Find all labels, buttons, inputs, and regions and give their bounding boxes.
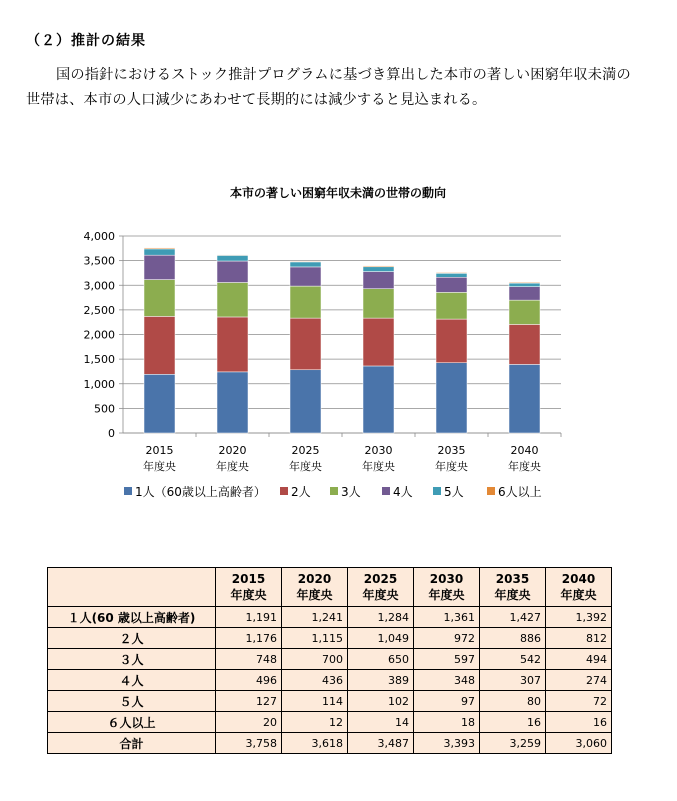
table-row-label: １人(60 歳以上高齢者) — [48, 607, 216, 628]
x-tick-sublabel: 年度央 — [216, 460, 249, 473]
bar-segment — [509, 364, 540, 433]
x-tick-label: 2025 — [291, 444, 320, 457]
legend-label: 5人 — [444, 485, 464, 499]
table-cell: 1,284 — [348, 607, 414, 628]
bar-segment — [290, 286, 321, 318]
bar-segment — [290, 262, 321, 267]
bar-segment — [436, 273, 467, 274]
legend-swatch — [280, 487, 288, 495]
bar-segment — [290, 318, 321, 370]
table-row — [48, 670, 612, 691]
table-cell: 127 — [216, 691, 282, 712]
bar-segment — [217, 255, 248, 261]
bar-segment — [144, 374, 175, 433]
bar-segment — [436, 292, 467, 319]
bar-segment — [509, 283, 540, 287]
table-column-header: 2025 年度央 — [348, 568, 414, 607]
table-row-label: ６人以上 — [48, 712, 216, 733]
intro-line-1: 国の指針におけるストック推計プログラムに基づき算出した本市の著しい困窮年収未満の — [56, 67, 631, 83]
bar-segment — [363, 267, 394, 272]
x-tick-sublabel: 年度央 — [362, 460, 395, 473]
intro-line-2: 世帯は、本市の人口減少にあわせて長期的には減少すると見込まれる。 — [26, 92, 487, 108]
bar-segment — [217, 261, 248, 282]
table-cell: 389 — [348, 670, 414, 691]
table-cell: 812 — [546, 628, 612, 649]
bar-segment — [290, 267, 321, 286]
bar-segment — [144, 316, 175, 374]
y-tick-label: 1,000 — [83, 377, 115, 391]
legend-swatch — [433, 487, 441, 495]
table-cell: 700 — [282, 649, 348, 670]
x-tick-label: 2030 — [364, 444, 393, 457]
bar-segment — [509, 300, 540, 324]
x-tick-label: 2035 — [437, 444, 466, 457]
bar-segment — [144, 248, 175, 249]
legend-swatch — [124, 487, 132, 495]
table-cell: 102 — [348, 691, 414, 712]
bar-segment — [363, 366, 394, 433]
table-cell: 496 — [216, 670, 282, 691]
table-cell: 16 — [480, 712, 546, 733]
bar-segment — [217, 255, 248, 256]
x-tick-sublabel: 年度央 — [289, 460, 322, 473]
legend-label: 2人 — [291, 485, 311, 499]
section-heading: （２）推計の結果 — [26, 33, 146, 49]
table-column-header: 2040 年度央 — [546, 568, 612, 607]
table-corner-cell — [48, 568, 216, 607]
bar-segment — [436, 319, 467, 363]
x-tick-sublabel: 年度央 — [143, 460, 176, 473]
table-cell: 436 — [282, 670, 348, 691]
table-cell: 3,259 — [480, 733, 546, 754]
x-tick-label: 2015 — [145, 444, 174, 457]
y-tick-label: 2,500 — [83, 303, 115, 317]
y-tick-label: 4,000 — [83, 230, 115, 243]
table-row-label: ５人 — [48, 691, 216, 712]
table-cell: 16 — [546, 712, 612, 733]
bar-segment — [144, 249, 175, 255]
table-cell: 972 — [414, 628, 480, 649]
table-column-header: 2015 年度央 — [216, 568, 282, 607]
table-cell: 494 — [546, 649, 612, 670]
y-tick-label: 0 — [108, 427, 115, 440]
y-tick-label: 3,500 — [83, 254, 115, 268]
table-row-label: ４人 — [48, 670, 216, 691]
table-cell: 72 — [546, 691, 612, 712]
table-cell: 348 — [414, 670, 480, 691]
table-cell: 18 — [414, 712, 480, 733]
table-row-label: 合計 — [48, 733, 216, 754]
stacked-bar-chart — [0, 170, 677, 515]
table-cell: 542 — [480, 649, 546, 670]
table-column-header: 2030 年度央 — [414, 568, 480, 607]
table-row — [48, 607, 612, 628]
bar-segment — [436, 273, 467, 277]
table-cell: 3,758 — [216, 733, 282, 754]
table-row — [48, 733, 612, 754]
bar-segment — [217, 282, 248, 316]
table-cell: 1,361 — [414, 607, 480, 628]
table-cell: 597 — [414, 649, 480, 670]
bar-segment — [363, 266, 394, 267]
legend-label: 4人 — [393, 485, 413, 499]
bar-segment — [217, 372, 248, 433]
bar-segment — [509, 324, 540, 364]
data-table — [47, 567, 612, 754]
bar-segment — [290, 370, 321, 433]
table-cell: 1,049 — [348, 628, 414, 649]
intro-paragraph — [26, 63, 666, 113]
table-row-label: ３人 — [48, 649, 216, 670]
bar-segment — [436, 363, 467, 433]
table-cell: 1,191 — [216, 607, 282, 628]
table-cell: 97 — [414, 691, 480, 712]
bar-segment — [363, 318, 394, 366]
bar-segment — [509, 287, 540, 300]
legend-swatch — [330, 487, 338, 495]
bar-segment — [509, 282, 540, 283]
table-cell: 14 — [348, 712, 414, 733]
table-cell: 20 — [216, 712, 282, 733]
table-cell: 3,487 — [348, 733, 414, 754]
table-cell: 650 — [348, 649, 414, 670]
table-cell: 1,241 — [282, 607, 348, 628]
x-tick-label: 2020 — [218, 444, 247, 457]
table-column-header: 2020 年度央 — [282, 568, 348, 607]
legend-label: 1人（60歳以上高齢者） — [135, 485, 266, 499]
x-tick-sublabel: 年度央 — [508, 460, 541, 473]
table-cell: 1,115 — [282, 628, 348, 649]
table-cell: 3,618 — [282, 733, 348, 754]
legend-swatch — [382, 487, 390, 495]
x-tick-sublabel: 年度央 — [435, 460, 468, 473]
table-row — [48, 649, 612, 670]
table-cell: 1,392 — [546, 607, 612, 628]
bar-segment — [436, 277, 467, 292]
legend-swatch — [487, 487, 495, 495]
table-cell: 80 — [480, 691, 546, 712]
table-cell: 307 — [480, 670, 546, 691]
bar-segment — [363, 289, 394, 318]
bar-segment — [290, 261, 321, 262]
y-tick-label: 500 — [94, 402, 115, 416]
table-header-row — [48, 568, 612, 607]
bar-segment — [144, 280, 175, 317]
chart-title: 本市の著しい困窮年収未満の世帯の動向 — [229, 186, 447, 200]
table-row — [48, 628, 612, 649]
table-row — [48, 691, 612, 712]
table-column-header: 2035 年度央 — [480, 568, 546, 607]
bar-segment — [144, 255, 175, 279]
table-cell: 274 — [546, 670, 612, 691]
bar-segment — [363, 272, 394, 289]
y-tick-label: 2,000 — [83, 328, 115, 342]
legend-label: 6人以上 — [498, 485, 542, 499]
y-tick-label: 1,500 — [83, 353, 115, 367]
table-cell: 12 — [282, 712, 348, 733]
table-cell: 886 — [480, 628, 546, 649]
table-cell: 748 — [216, 649, 282, 670]
table-cell: 1,427 — [480, 607, 546, 628]
table-row-label: ２人 — [48, 628, 216, 649]
y-tick-label: 3,000 — [83, 279, 115, 293]
table-cell: 3,393 — [414, 733, 480, 754]
table-cell: 114 — [282, 691, 348, 712]
table-cell: 1,176 — [216, 628, 282, 649]
bar-segment — [217, 317, 248, 372]
x-tick-label: 2040 — [510, 444, 539, 457]
table-row — [48, 712, 612, 733]
table-cell: 3,060 — [546, 733, 612, 754]
legend-label: 3人 — [341, 485, 361, 499]
